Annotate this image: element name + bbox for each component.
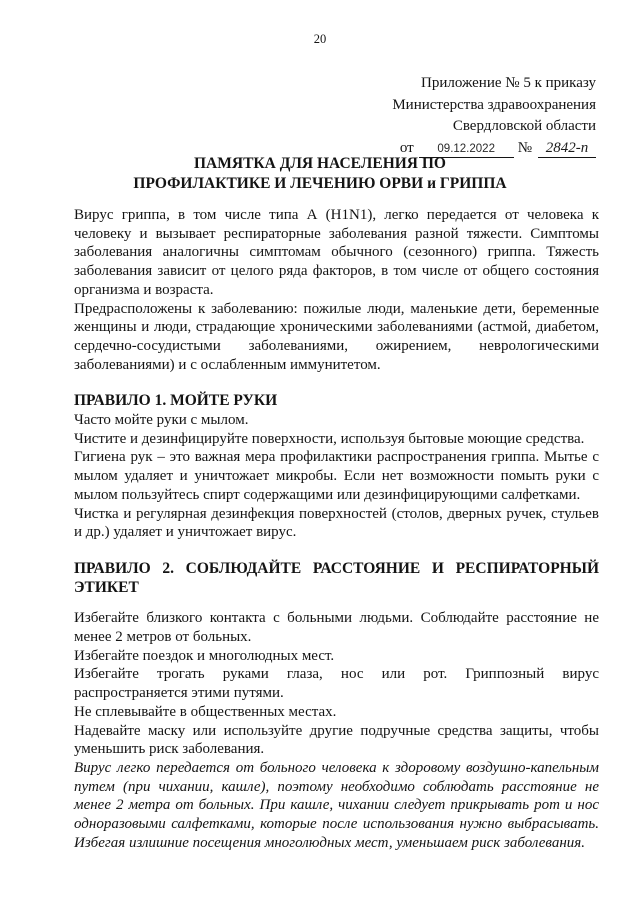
document-title <box>0 154 640 194</box>
title-line-2: ПРОФИЛАКТИКЕ И ЛЕЧЕНИЮ ОРВИ и ГРИППА <box>133 175 507 192</box>
rule-2-italic-note: Вирус легко передается от больного человека к здоровому воздушно-капельным путем (при чихании, кашле), поэтому необходимо соблюдать расстояние не менее 2 метра от больных. При кашле, чихании следует прикрывать рот и нос одноразовыми салфетками, которые после использования нужно выбрасывать. Избегая излишние посещения многолюдных мест, уменьшаем риск заболевания. <box>74 759 599 851</box>
page-number: 20 <box>313 32 327 46</box>
intro-paragraph: Предрасположены к заболеванию: пожилые люди, маленькие дети, беременные женщины и люди, страдающие хроническими заболеваниями (астмой, диабетом, сердечно-сосудистыми заболеваниями, ожирением, неврологическими заболеваниями) и с ослабленным иммунитетом. <box>74 300 599 373</box>
rule-1-paragraph: Часто мойте руки с мылом. <box>74 412 249 429</box>
rule-2-paragraph: Избегайте поездок и многолюдных мест. <box>74 647 335 664</box>
appendix-line-3: Свердловской области <box>452 118 596 134</box>
order-number-handwritten: 2842-п <box>538 141 596 158</box>
appendix-line-1: Приложение № 5 к приказу <box>421 75 596 91</box>
intro-paragraph: Вирус гриппа, в том числе типа А (H1N1), легко передается от человека к человеку и вызывает респираторные заболевания разной тяжести. Симптомы заболевания аналогичны симптомам обычного (сезонного) гриппа. Тяжесть заболевания зависит от целого ряда факторов, в том числе от общего состояния организма и возраста. <box>74 207 599 298</box>
appendix-header <box>392 73 596 159</box>
rule-2-heading: ПРАВИЛО 2. СОБЛЮДАЙТЕ РАССТОЯНИЕ И РЕСПИРАТОРНЫЙ ЭТИКЕТ <box>74 559 599 596</box>
document-body <box>74 206 599 853</box>
rule-1-paragraph: Чистите и дезинфицируйте поверхности, используя бытовые моющие средства. <box>74 430 585 447</box>
order-from-label: от <box>399 139 414 156</box>
appendix-line-2: Министерства здравоохранения <box>392 96 596 113</box>
order-date: 09.12.2022 <box>419 142 514 158</box>
order-number-label: № <box>517 139 532 156</box>
title-line-1: ПАМЯТКА ДЛЯ НАСЕЛЕНИЯ ПО <box>194 155 446 172</box>
rule-2-paragraph: Избегайте трогать руками глаза, нос или рот. Гриппозный вирус распространяется этими путями. <box>74 666 599 702</box>
rule-1-heading: ПРАВИЛО 1. МОЙТЕ РУКИ <box>74 392 278 410</box>
rule-1-paragraph: Чистка и регулярная дезинфекция поверхностей (столов, дверных ручек, стульев и др.) удаляет и уничтожает вирус. <box>74 505 599 541</box>
rule-2-paragraph: Не сплевывайте в общественных местах. <box>74 703 337 720</box>
rule-2-paragraph: Избегайте близкого контакта с больными людьми. Соблюдайте расстояние не менее 2 метров от больных. <box>74 610 599 646</box>
rule-1-paragraph: Гигиена рук – это важная мера профилактики распространения гриппа. Мытье с мылом удаляет и уничтожает микробы. Если нет возможности помыть руки с мылом пользуйтесь спирт содержащими или дезинфицирующими салфетками. <box>74 449 599 503</box>
rule-2-paragraph: Надевайте маску или используйте другие подручные средства защиты, чтобы уменьшить риск заболевания. <box>74 722 599 758</box>
